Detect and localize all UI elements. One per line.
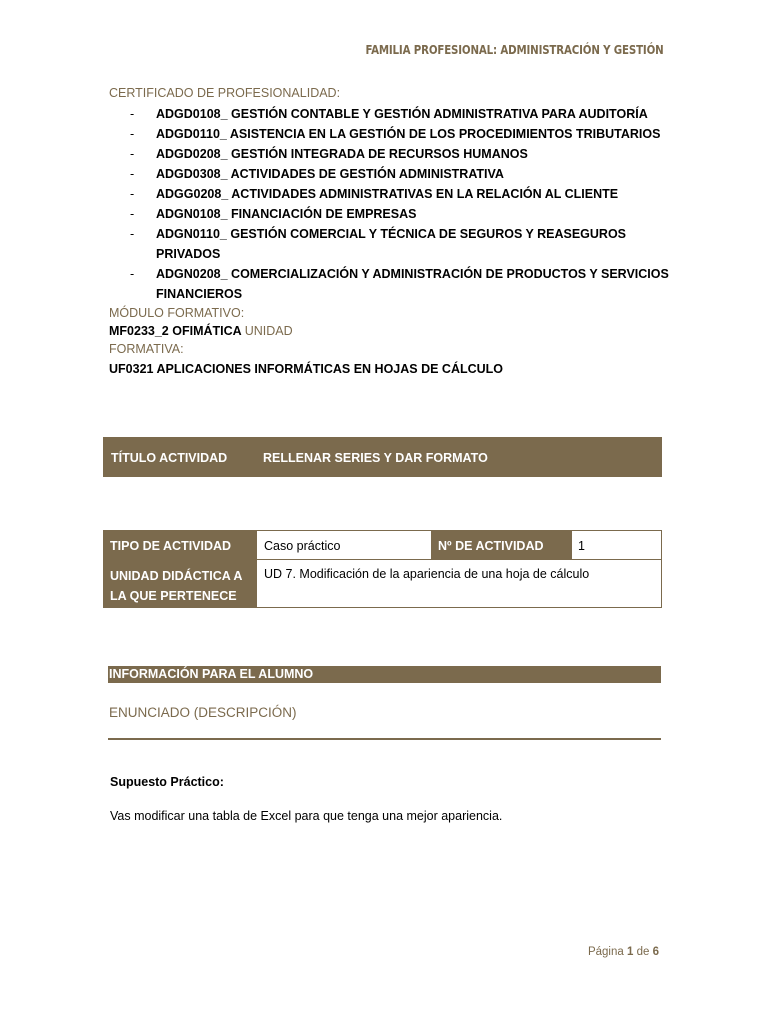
list-item-text: ADGD0208_ GESTIÓN INTEGRADA DE RECURSOS HUMANOS — [156, 147, 528, 161]
titulo-actividad-label: TÍTULO ACTIVIDAD — [111, 451, 228, 465]
list-item-text: ADGN0208_ COMERCIALIZACIÓN Y ADMINISTRACIÓN DE PRODUCTOS Y SERVICIOS FINANCIEROS — [156, 267, 669, 301]
list-item-text: ADGG0208_ ACTIVIDADES ADMINISTRATIVAS EN LA RELACIÓN AL CLIENTE — [156, 187, 619, 201]
uf-value: UF0321 APLICACIONES INFORMÁTICAS EN HOJAS DE CÁLCULO — [109, 362, 504, 376]
supuesto-body: Vas modificar una tabla de Excel para que tenga una mejor apariencia. — [110, 809, 503, 823]
list-dash: - — [130, 127, 135, 141]
list-dash: - — [130, 227, 135, 241]
activity-table — [103, 530, 662, 608]
titulo-actividad-bar — [103, 437, 662, 477]
modulo-label: MÓDULO FORMATIVO: — [109, 306, 245, 320]
list-dash: - — [130, 187, 135, 201]
list-item — [130, 144, 690, 164]
list-dash: - — [130, 147, 135, 161]
list-item — [130, 104, 690, 124]
certificado-label: CERTIFICADO DE PROFESIONALIDAD: — [109, 86, 341, 100]
list-item — [130, 204, 690, 224]
unidad-didactica-label: UNIDAD DIDÁCTICA A LA QUE PERTENECE — [104, 560, 257, 607]
list-item-text: ADGN0110_ GESTIÓN COMERCIAL Y TÉCNICA DE SEGUROS Y REASEGUROS PRIVADOS — [156, 227, 627, 261]
enunciado-divider — [108, 738, 661, 740]
list-item — [130, 184, 690, 204]
num-actividad-label: Nº DE ACTIVIDAD — [432, 531, 571, 560]
num-actividad-value: 1 — [571, 531, 661, 560]
page-footer — [588, 946, 659, 958]
unidad-word: UNIDAD — [244, 324, 293, 338]
unidad-didactica-value: UD 7. Modificación de la apariencia de una hoja de cálculo — [264, 567, 590, 581]
supuesto-heading: Supuesto Práctico: — [110, 775, 224, 789]
page-of-word: de — [636, 946, 650, 958]
page-word: Página — [587, 946, 624, 958]
list-dash: - — [130, 267, 135, 281]
list-dash: - — [130, 107, 135, 121]
formativa-label: FORMATIVA: — [109, 342, 184, 356]
certificado-list — [130, 104, 690, 304]
tipo-actividad-label: TIPO DE ACTIVIDAD — [104, 531, 257, 560]
list-item-text: ADGD0108_ GESTIÓN CONTABLE Y GESTIÓN ADMINISTRATIVA PARA AUDITORÍA — [156, 107, 648, 121]
list-item-text: ADGD0110_ ASISTENCIA EN LA GESTIÓN DE LOS PROCEDIMIENTOS TRIBUTARIOS — [156, 127, 661, 141]
list-item-text: ADGD0308_ ACTIVIDADES DE GESTIÓN ADMINISTRATIVA — [156, 167, 504, 181]
modulo-code: MF0233_2 OFIMÁTICA — [109, 324, 242, 338]
page-current: 1 — [626, 946, 634, 958]
list-item — [130, 224, 690, 264]
list-item — [130, 264, 690, 304]
modulo-value — [109, 324, 293, 338]
enunciado-heading: ENUNCIADO (DESCRIPCIÓN) — [109, 705, 297, 720]
list-item — [130, 124, 690, 144]
info-alumno-bar: INFORMACIÓN PARA EL ALUMNO — [108, 666, 661, 683]
list-dash: - — [130, 207, 135, 221]
list-item-text: ADGN0108_ FINANCIACIÓN DE EMPRESAS — [156, 207, 417, 221]
page-total: 6 — [652, 946, 659, 958]
list-dash: - — [130, 167, 135, 181]
titulo-actividad-value: RELLENAR SERIES Y DAR FORMATO — [263, 451, 488, 465]
header-title: FAMILIA PROFESIONAL: ADMINISTRACIÓN Y GESTIÓN — [365, 42, 664, 57]
tipo-actividad-value: Caso práctico — [257, 531, 432, 560]
list-item — [130, 164, 690, 184]
